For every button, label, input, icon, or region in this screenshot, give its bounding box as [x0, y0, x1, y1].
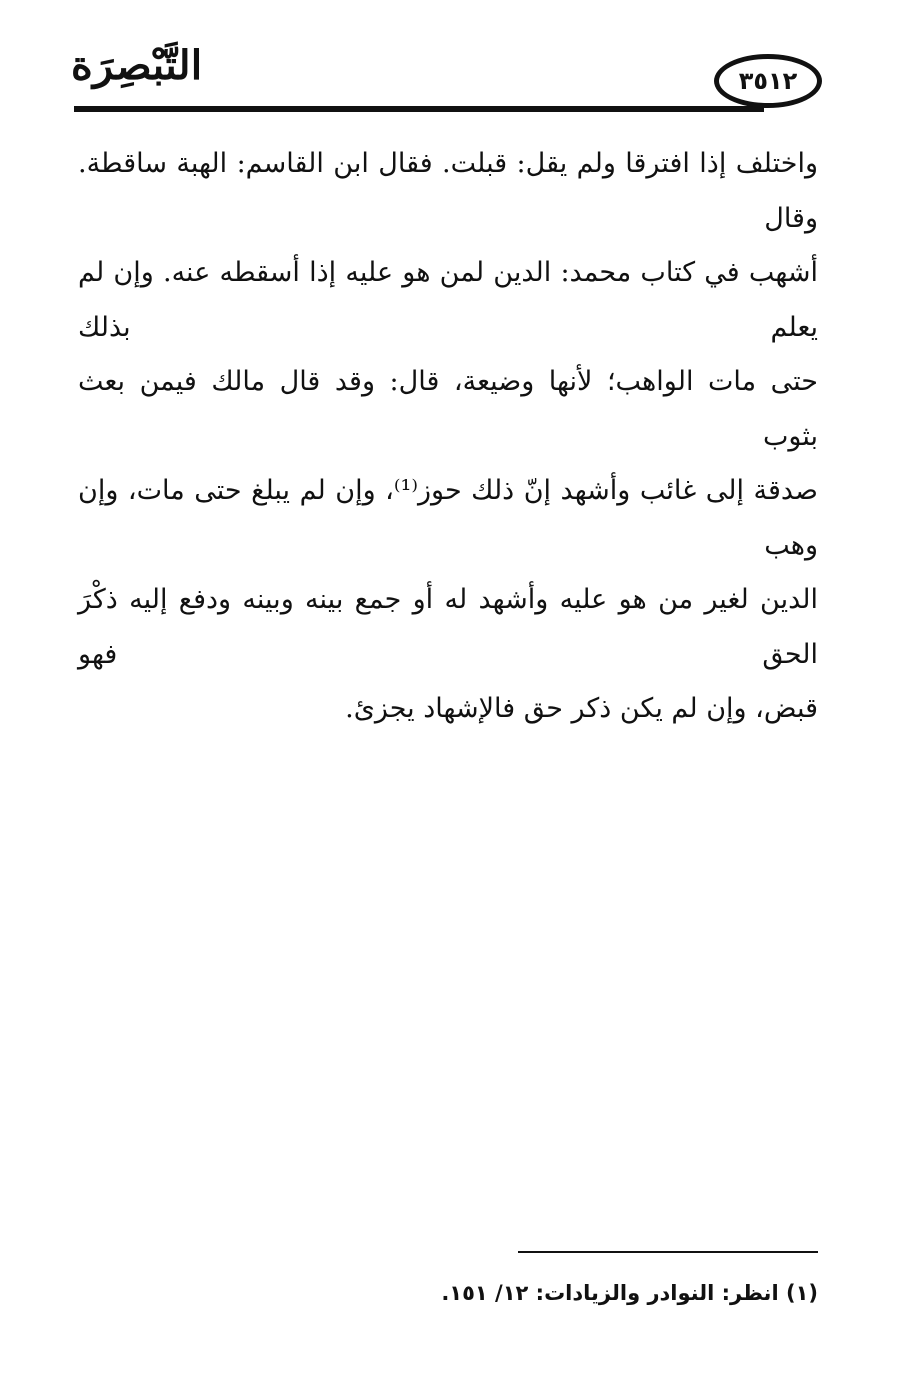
text-line: صدقة إلى غائب وأشهد إنّ ذلك حوز⁽¹⁾، وإن لم يبلغ حتى مات، وإن وهب	[78, 475, 818, 561]
page-number: ٣٥١٢	[738, 67, 798, 95]
running-title: التَّبْصِرَة	[70, 42, 203, 89]
page-header	[70, 40, 828, 120]
text-line: حتى مات الواهب؛ لأنها وضيعة، قال: وقد قال مالك فيمن بعث بثوب	[78, 366, 818, 452]
main-text	[78, 137, 818, 737]
text-line: الدين لغير من هو عليه وأشهد له أو جمع بينه وبينه ودفع إليه ذكْرَ الحق فهو	[78, 584, 818, 670]
header-rule	[74, 106, 764, 112]
text-line: واختلف إذا افترقا ولم يقل: قبلت. فقال ابن القاسم: الهبة ساقطة. وقال	[78, 148, 818, 234]
footnote-rule	[518, 1251, 818, 1253]
text-line: قبض، وإن لم يكن ذكر حق فالإشهاد يجزئ.	[345, 693, 818, 724]
footnote: (١) انظر: النوادر والزيادات: ١٢/ ١٥١.	[441, 1281, 818, 1305]
page-number-frame	[714, 54, 822, 108]
text-line: أشهب في كتاب محمد: الدين لمن هو عليه إذا أسقطه عنه. وإن لم يعلم بذلك	[78, 257, 818, 343]
